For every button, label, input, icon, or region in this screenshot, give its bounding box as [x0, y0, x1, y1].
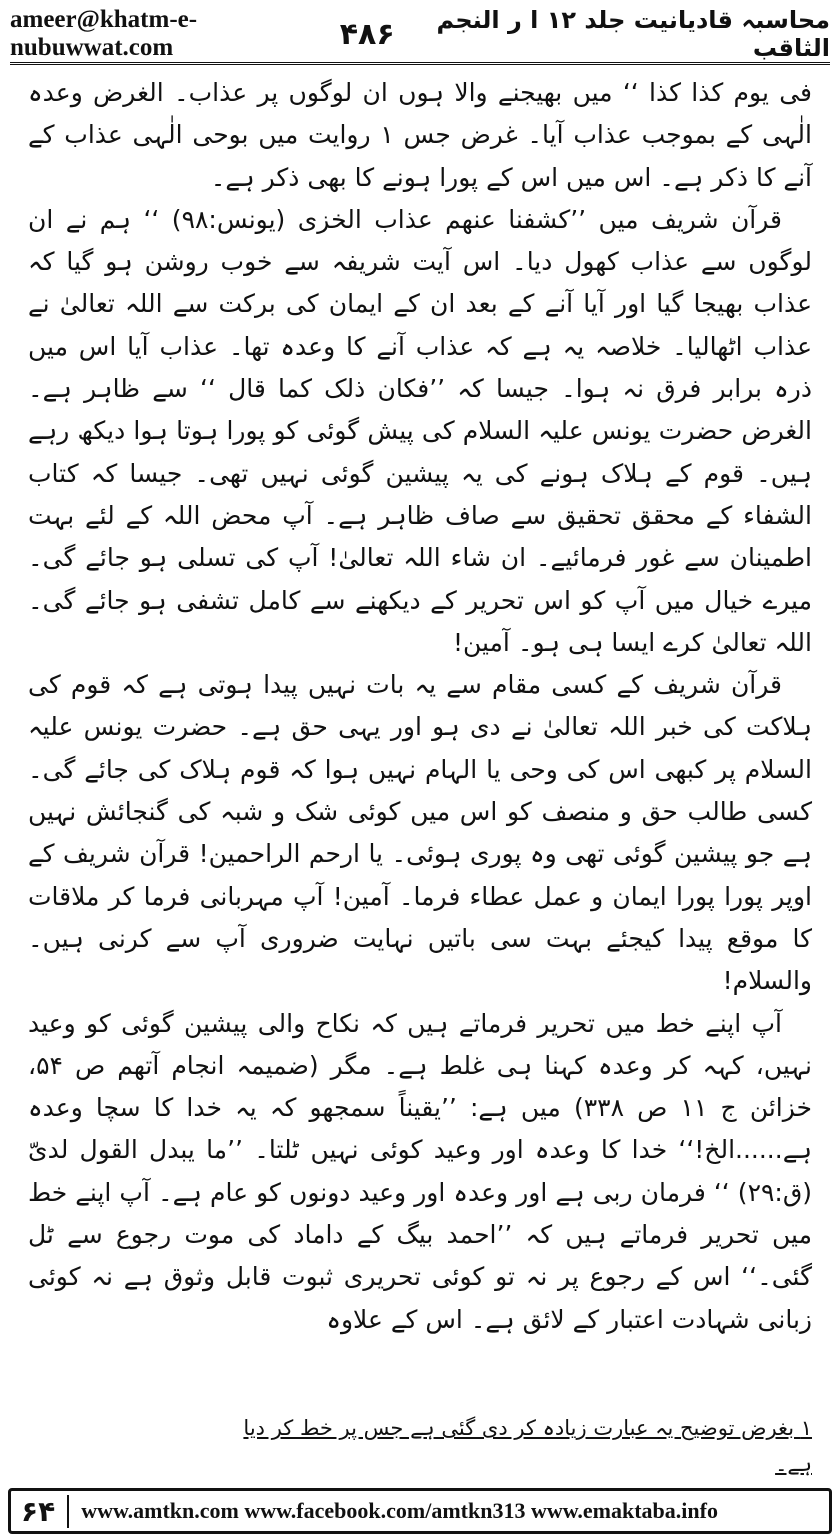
footnote: ۱ بغرض توضیح یہ عبارت زیادہ کر دی گئی ہے جس پر خط کر دیا ہے۔ [243, 1416, 812, 1476]
page-footer [8, 1488, 832, 1534]
page-header [10, 6, 830, 65]
header-page-number: ۴۸۶ [339, 16, 395, 52]
footer-page-number: ۶۴ [21, 1495, 69, 1528]
paragraph-4: آپ اپنے خط میں تحریر فرماتے ہیں کہ نکاح والی پیشین گوئی کو وعید نہیں، کہہ کر وعدہ کہنا ہی غلط ہے۔ مگر (ضمیمہ انجام آتھم ص ۵۴، خزائن ج ۱۱ ص ۳۳۸) میں ہے: ’’یقیناً سمجھو کہ یہ خدا کا سچا وعدہ ہے......الخ!‘‘ خدا کا وعدہ اور وعید کوئی نہیں ٹلتا۔ ’’ما یبدل القول لدیّ (ق:۲۹) ‘‘ فرمان ربی ہے اور وعدہ اور وعید دونوں کو عام ہے۔ آپ اپنے خط میں تحریر فرماتے ہیں کہ ’’احمد بیگ کے داماد کی موت رجوع سے ٹل گئی۔‘‘ اس کے رجوع پر نہ تو کوئی تحریری ثبوت قابل وثوق ہے نہ کوئی زبانی شہادت اعتبار کے لائق ہے۔ اس کے علاوہ [28, 1008, 812, 1334]
paragraph-3: قرآن شریف کے کسی مقام سے یہ بات نہیں پیدا ہوتی ہے کہ قوم کی ہلاکت کی خبر اللہ تعالیٰ نے دی ہو اور یہی حق ہے۔ حضرت یونس علیہ السلام پر کبھی اس کی وحی یا الہام نہیں ہوا کہ قوم ہلاک کی جائے گی۔ کسی طالب حق و منصف کو اس میں کوئی شک و شبہ کی گنجائش نہیں ہے جو پیشین گوئی تھی وہ پوری ہوئی۔ یا ارحم الراحمین! قرآن شریف کے اوپر پورا پورا ایمان و عمل عطاء فرما۔ آمین! آپ مہربانی فرما کر ملاقات کا موقع پیدا کیجئے بہت سی باتیں نہایت ضروری آپ سے کرنی ہیں۔ والسلام! [28, 670, 812, 996]
paragraph-1: فی یوم کذا کذا ‘‘ میں بھیجنے والا ہوں ان لوگوں پر عذاب۔ الغرض وعدہ الٰہی کے بموجب عذاب آیا۔ غرض جس ۱ روایت میں بوحی الٰہی عذاب کے آنے کا ذکر ہے۔ اس میں اس کے پورا ہونے کا بھی ذکر ہے۔ [28, 78, 812, 192]
footer-links: www.amtkn.com www.facebook.com/amtkn313 www.emaktaba.info [81, 1498, 718, 1523]
paragraph-2: قرآن شریف میں ’’کشفنا عنهم عذاب الخزی (یونس:۹۸) ‘‘ ہم نے ان لوگوں سے عذاب کھول دیا۔ اس آیت شریفہ سے خوب روشن ہو گیا کہ عذاب بھیجا گیا اور آیا آنے کے بعد ان کے ایمان کی برکت سے اللہ تعالیٰ نے عذاب اٹھالیا۔ خلاصہ یہ ہے کہ عذاب آنے کا وعدہ تھا۔ عذاب آیا اس میں ذرہ برابر فرق نہ ہوا۔ جیسا کہ ’’فکان ذلک کما قال ‘‘ سے ظاہر ہے۔ الغرض حضرت یونس علیہ السلام کی پیش گوئی کو پورا ہوتا ہوا دیکھ رہے ہیں۔ قوم کے ہلاک ہونے کی یہ پیشین گوئی نہیں تھی۔ جیسا کہ کتاب الشفاء کے محقق تحقیق سے صاف ظاہر ہے۔ آپ محض اللہ کے لئے بہت اطمینان سے غور فرمائیے۔ ان شاء اللہ تعالیٰ! آپ کی تسلی ہو جائے گی۔ میرے خیال میں آپ کو اس تحریر کے دیکھنے سے کامل تشفی ہو جائے گی۔ اللہ تعالیٰ کرے ایسا ہی ہو۔ آمین! [28, 204, 812, 657]
header-book-title: محاسبہ قادیانیت جلد ۱۲ ا ر النجم الثاقب [436, 6, 830, 62]
header-email: ameer@khatm-e-nubuwwat.com [10, 6, 198, 61]
header-left [10, 6, 395, 62]
main-text [28, 72, 812, 1341]
